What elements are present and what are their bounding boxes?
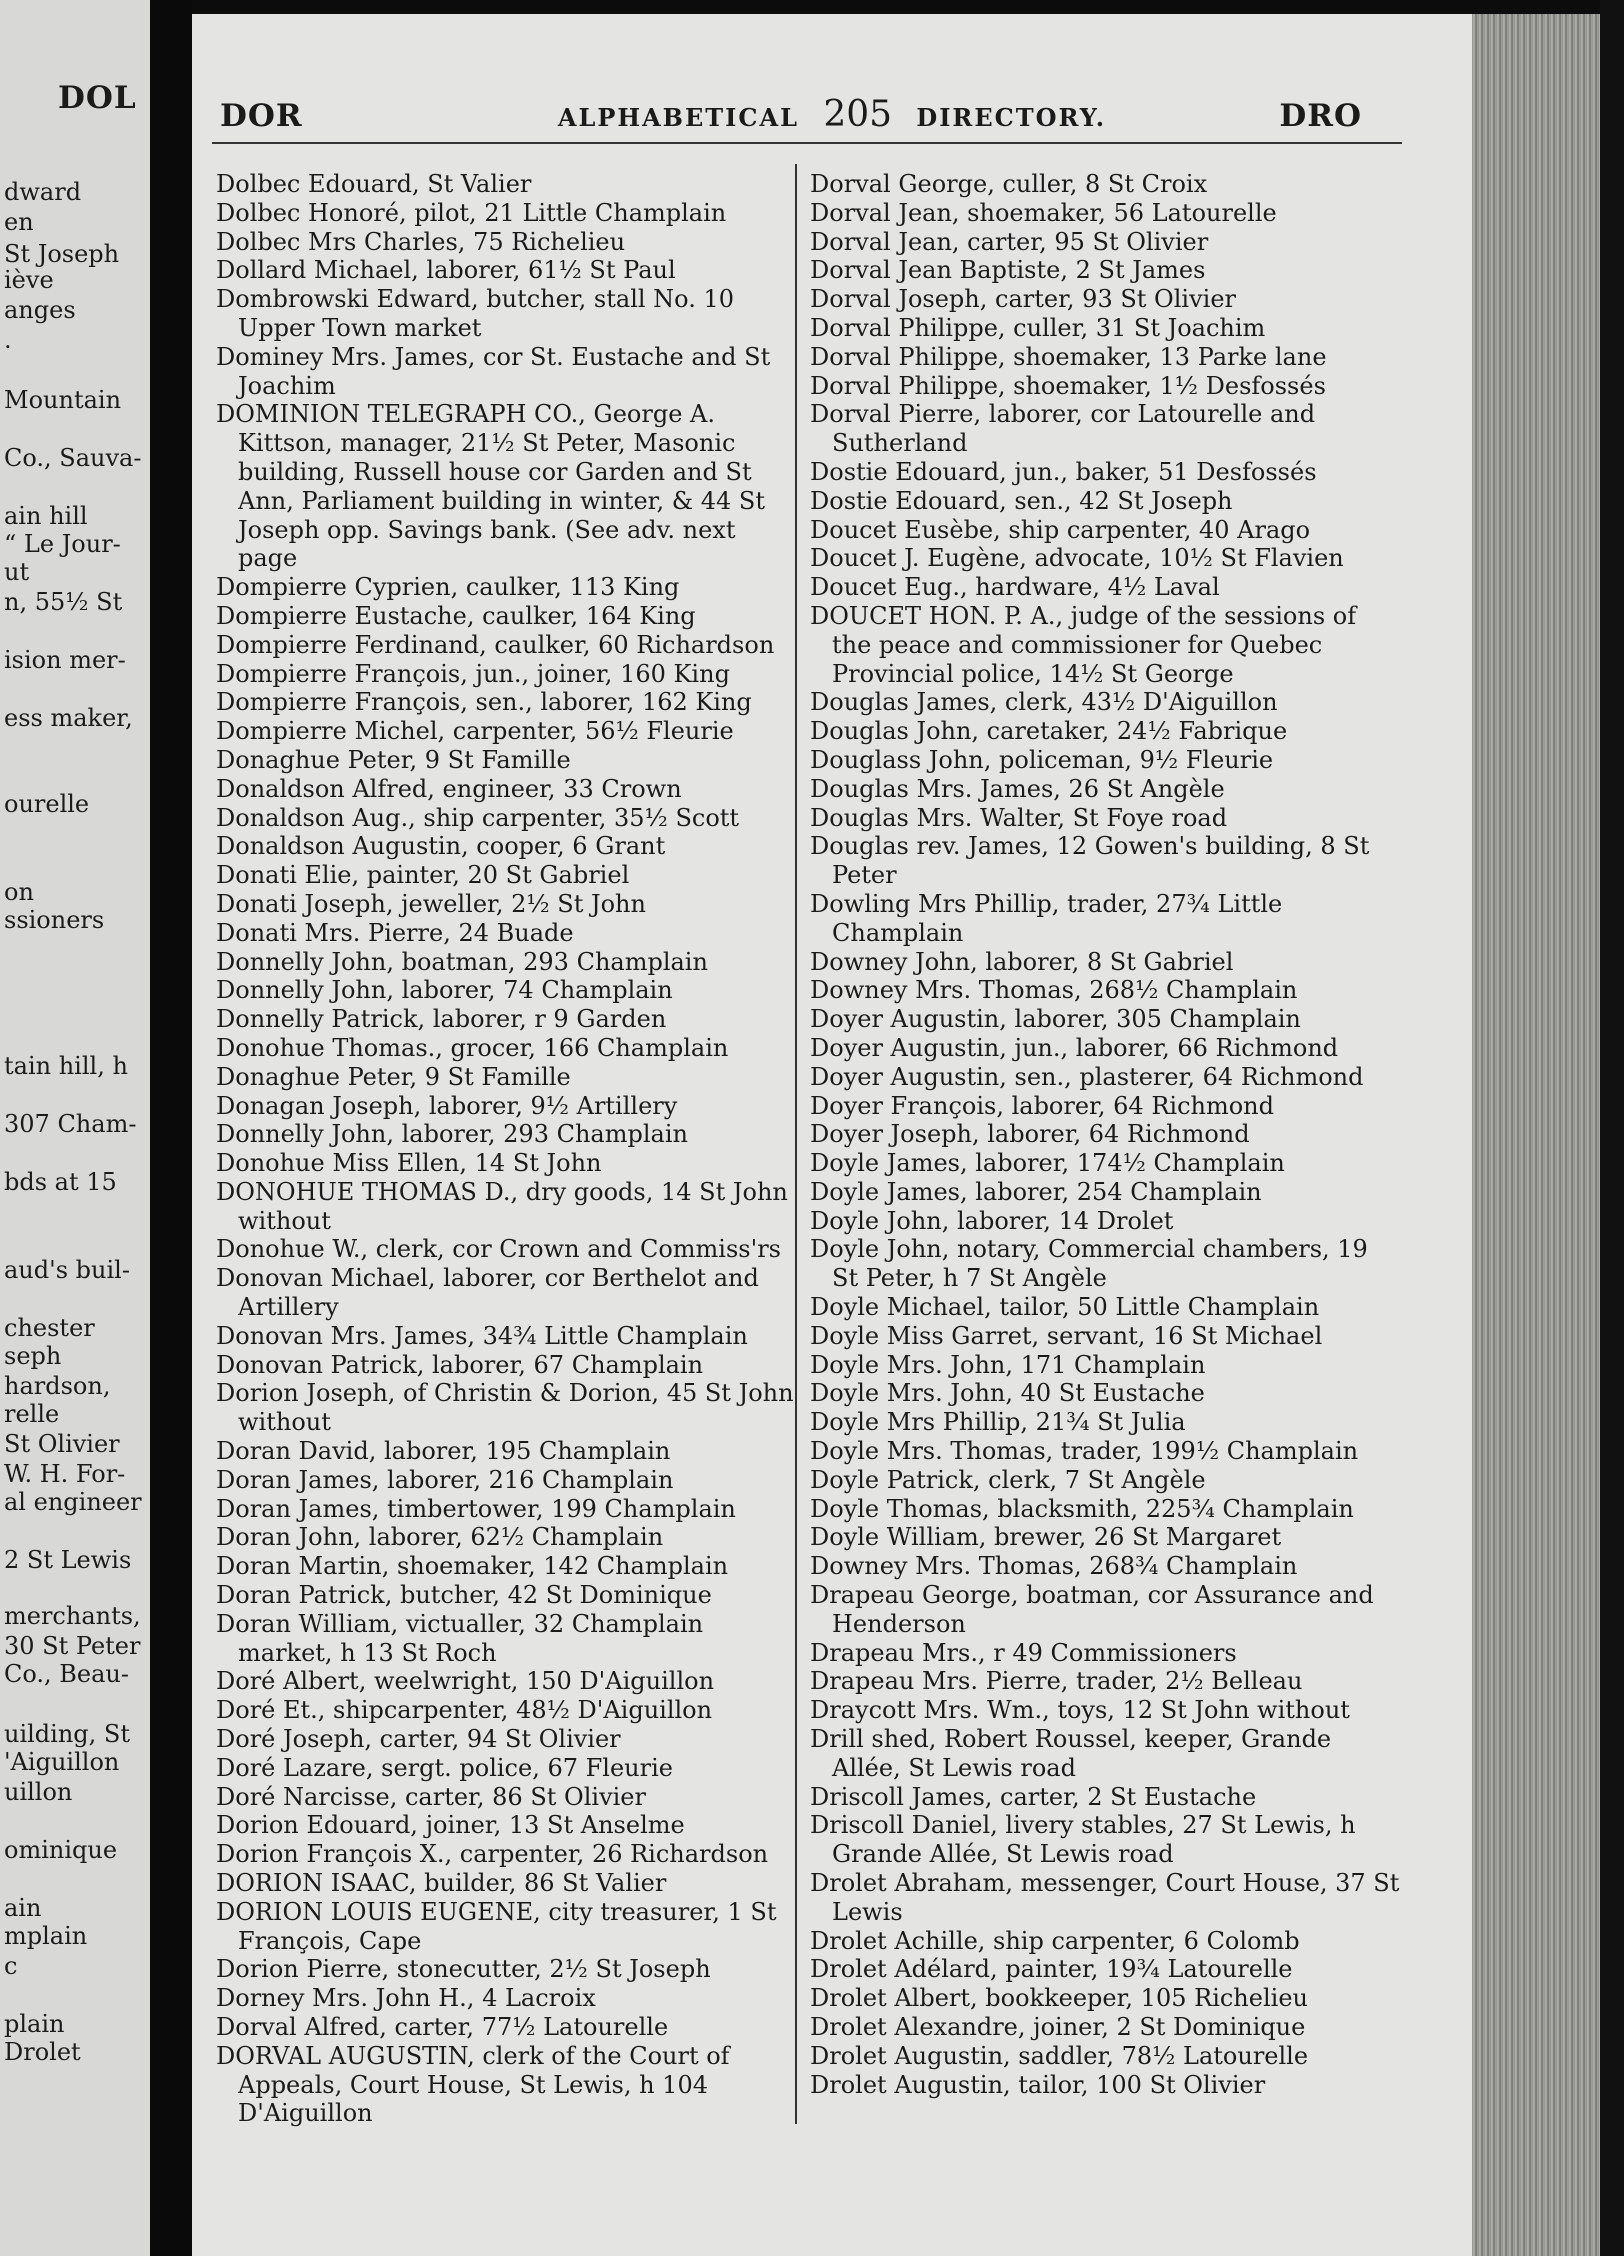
facing-page-line: merchants, — [4, 1602, 141, 1630]
directory-entry: Donaldson Alfred, engineer, 33 Crown — [216, 774, 682, 803]
directory-entry: Dompierre Michel, carpenter, 56½ Fleurie — [216, 717, 734, 746]
directory-entry: Douglas Mrs. Walter, St Foye road — [810, 803, 1228, 832]
directory-entry: Donovan Patrick, laborer, 67 Champlain — [216, 1350, 704, 1379]
directory-entry: DORION ISAAC, builder, 86 St Valier — [216, 1869, 667, 1898]
directory-entry: Drapeau Mrs. Pierre, trader, 2½ Belleau — [810, 1667, 1303, 1696]
facing-page-line: ision mer- — [4, 646, 126, 674]
directory-entry: Dorion Pierre, stonecutter, 2½ St Joseph — [216, 1955, 711, 1984]
facing-page-line: uilding, St — [4, 1720, 131, 1748]
directory-entry: Doyle Mrs. John, 171 Champlain — [810, 1350, 1206, 1379]
facing-page-line: dward — [4, 178, 82, 206]
directory-entry: Doré Lazare, sergt. police, 67 Fleurie — [216, 1753, 673, 1782]
header-title-right: DIRECTORY. — [916, 103, 1107, 132]
directory-entry: Doré Albert, weelwright, 150 D'Aiguillon — [216, 1667, 715, 1696]
directory-entry: DOMINION TELEGRAPH CO., George A. Kittson, manager, 21½ St Peter, Masonic building, Russell house cor Garden and St Ann, Parliament building in winter, & 44 St Joseph opp. Savings bank. (See adv. next page — [216, 400, 765, 573]
directory-entry: Doran Martin, shoemaker, 142 Champlain — [216, 1552, 729, 1581]
directory-entry: Doré Narcisse, carter, 86 St Olivier — [216, 1782, 646, 1811]
directory-entry: Doran John, laborer, 62½ Champlain — [216, 1523, 664, 1552]
directory-entry: Doyle Patrick, clerk, 7 St Angèle — [810, 1465, 1206, 1494]
header-left-guideword: DOR — [220, 98, 303, 134]
facing-page-line: Co., Sauva- — [4, 444, 142, 472]
directory-entry: Drolet Adélard, painter, 19¾ Latourelle — [810, 1955, 1293, 1984]
directory-entry: Donohue Miss Ellen, 14 St John — [216, 1149, 602, 1178]
directory-entry: Doyer Augustin, laborer, 305 Champlain — [810, 1005, 1301, 1034]
page-number: 205 — [823, 94, 893, 135]
directory-entry: Donohue Thomas., grocer, 166 Champlain — [216, 1033, 729, 1062]
directory-entry: Dorion François X., carpenter, 26 Richardson — [216, 1840, 769, 1869]
directory-entry: Doyer Augustin, jun., laborer, 66 Richmond — [810, 1033, 1339, 1062]
directory-entry: Dolbec Mrs Charles, 75 Richelieu — [216, 227, 626, 256]
directory-entry: Doyle Miss Garret, servant, 16 St Michael — [810, 1321, 1323, 1350]
facing-page-line: Mountain — [4, 386, 122, 414]
directory-entry: Doyle William, brewer, 26 St Margaret — [810, 1523, 1282, 1552]
header-right-guideword: DRO — [1279, 98, 1362, 134]
directory-entry: Dompierre Ferdinand, caulker, 60 Richardson — [216, 630, 775, 659]
directory-entry: Dolbec Edouard, St Valier — [216, 170, 532, 198]
directory-entry: Dorval Joseph, carter, 93 St Olivier — [810, 285, 1236, 314]
directory-entry: Donohue W., clerk, cor Crown and Commiss'rs — [216, 1235, 781, 1264]
facing-page-line: 'Aiguillon — [4, 1748, 120, 1776]
directory-entry: Douglas rev. James, 12 Gowen's building, 8 St Peter — [810, 832, 1370, 890]
book-gutter — [150, 0, 192, 2256]
facing-page-line: tain hill, h — [4, 1052, 128, 1080]
directory-entry: Drolet Augustin, tailor, 100 St Olivier — [810, 2070, 1266, 2099]
directory-entry: DOUCET HON. P. A., judge of the sessions of the peace and commissioner for Quebec Provincial police, 14½ St George — [810, 601, 1357, 688]
facing-page-line: Co., Beau- — [4, 1660, 129, 1688]
directory-entry: Dorval Philippe, shoemaker, 13 Parke lane — [810, 342, 1327, 371]
directory-entry: Donnelly Patrick, laborer, r 9 Garden — [216, 1005, 667, 1034]
directory-entry: Donaldson Aug., ship carpenter, 35½ Scott — [216, 803, 740, 832]
directory-entry: Dollard Michael, laborer, 61½ St Paul — [216, 256, 676, 285]
facing-page-line: hardson, — [4, 1372, 111, 1400]
directory-entry: Donaghue Peter, 9 St Famille — [216, 1062, 571, 1091]
facing-page-line: 307 Cham- — [4, 1110, 137, 1138]
facing-page-line: Drolet — [4, 2038, 81, 2066]
directory-entry: Doyle Mrs. Thomas, trader, 199½ Champlain — [810, 1437, 1359, 1466]
facing-page-line: W. H. For- — [4, 1460, 126, 1488]
directory-entry: Dombrowski Edward, butcher, stall No. 10 Upper Town market — [216, 285, 735, 342]
directory-entry: Doucet Eug., hardware, 4½ Laval — [810, 573, 1220, 602]
directory-entry: Dorney Mrs. John H., 4 Lacroix — [216, 1984, 596, 2013]
directory-entry: Doyer Joseph, laborer, 64 Richmond — [810, 1120, 1250, 1149]
facing-page-line: ominique — [4, 1836, 118, 1864]
directory-entry: Dompierre Cyprien, caulker, 113 King — [216, 573, 680, 602]
header-rule — [212, 142, 1402, 144]
directory-entry: Doyle Mrs. John, 40 St Eustache — [810, 1379, 1205, 1408]
facing-page-line: uillon — [4, 1778, 73, 1806]
directory-entry: Dorval George, culler, 8 St Croix — [810, 170, 1208, 198]
directory-entry: Downey John, laborer, 8 St Gabriel — [810, 947, 1234, 976]
directory-entry: Donagan Joseph, laborer, 9½ Artillery — [216, 1091, 678, 1120]
directory-entry: Doyle John, laborer, 14 Drolet — [810, 1206, 1174, 1235]
facing-page-line: 30 St Peter — [4, 1632, 141, 1660]
facing-page-line: c — [4, 1952, 18, 1980]
directory-entry: Drolet Alexandre, joiner, 2 St Dominique — [810, 2013, 1306, 2041]
facing-page-line: iève — [4, 266, 54, 294]
directory-page — [192, 14, 1472, 2256]
directory-entry: Doyle James, laborer, 174½ Champlain — [810, 1149, 1285, 1178]
directory-column-right — [810, 170, 1400, 2099]
facing-page-line: relle — [4, 1400, 60, 1428]
facing-page-line: chester — [4, 1314, 95, 1342]
directory-entry: Doran David, laborer, 195 Champlain — [216, 1437, 671, 1466]
facing-page-line: ssioners — [4, 906, 105, 934]
directory-entry: Drolet Abraham, messenger, Court House, 37 St Lewis — [810, 1869, 1400, 1926]
directory-entry: Donati Joseph, jeweller, 2½ St John — [216, 889, 646, 918]
directory-column-left — [216, 170, 798, 2128]
facing-page-header: DOL — [58, 80, 137, 116]
facing-page-line: al engineer — [4, 1488, 142, 1516]
directory-entry: Douglass John, policeman, 9½ Fleurie — [810, 745, 1274, 774]
directory-entry: Downey Mrs. Thomas, 268½ Champlain — [810, 976, 1298, 1005]
facing-page-line: bds at 15 — [4, 1168, 117, 1196]
directory-entry: Driscoll James, carter, 2 St Eustache — [810, 1782, 1257, 1811]
directory-entry: Drill shed, Robert Roussel, keeper, Grande Allée, St Lewis road — [810, 1725, 1332, 1782]
facing-page-line: ess maker, — [4, 704, 133, 732]
directory-entry: Drolet Augustin, saddler, 78½ Latourelle — [810, 2041, 1309, 2070]
facing-page-line: en — [4, 208, 34, 236]
directory-entry: Dorion Joseph, of Christin & Dorion, 45 St John without — [216, 1379, 794, 1437]
directory-entry: Doyer François, laborer, 64 Richmond — [810, 1091, 1274, 1120]
directory-entry: Doran James, laborer, 216 Champlain — [216, 1465, 674, 1494]
directory-entry: Dorval Alfred, carter, 77½ Latourelle — [216, 2013, 669, 2041]
facing-page-line: n, 55½ St — [4, 588, 123, 616]
directory-entry: Doyle Michael, tailor, 50 Little Champlain — [810, 1293, 1320, 1322]
directory-entry: Donaldson Augustin, cooper, 6 Grant — [216, 832, 666, 861]
directory-entry: Donati Mrs. Pierre, 24 Buade — [216, 918, 574, 947]
facing-page-line: ain hill — [4, 502, 88, 530]
directory-entry: Donovan Mrs. James, 34¾ Little Champlain — [216, 1321, 748, 1350]
facing-page-line: St Joseph — [4, 240, 120, 268]
directory-entry: Donaghue Peter, 9 St Famille — [216, 745, 571, 774]
facing-page-line: 2 St Lewis — [4, 1546, 132, 1574]
directory-entry: Douglas Mrs. James, 26 St Angèle — [810, 774, 1225, 803]
directory-entry: Drolet Achille, ship carpenter, 6 Colomb — [810, 1926, 1300, 1955]
directory-entry: Doyle James, laborer, 254 Champlain — [810, 1177, 1262, 1206]
directory-entry: Drapeau George, boatman, cor Assurance and Henderson — [810, 1581, 1374, 1638]
directory-entry: Dorval Jean, carter, 95 St Olivier — [810, 227, 1209, 256]
directory-entry: Dostie Edouard, sen., 42 St Joseph — [810, 486, 1233, 515]
directory-entry: Dorval Pierre, laborer, cor Latourelle and Sutherland — [810, 400, 1316, 458]
directory-entry: Dompierre François, sen., laborer, 162 King — [216, 688, 752, 717]
directory-entry: Dowling Mrs Phillip, trader, 27¾ Little Champlain — [810, 889, 1283, 947]
facing-page-line: “ Le Jour- — [4, 530, 121, 558]
directory-entry: Doré Et., shipcarpenter, 48½ D'Aiguillon — [216, 1696, 713, 1725]
directory-entry: Dolbec Honoré, pilot, 21 Little Champlain — [216, 198, 727, 227]
directory-entry: Dorion Edouard, joiner, 13 St Anselme — [216, 1811, 685, 1840]
directory-entry: Doucet J. Eugène, advocate, 10½ St Flavien — [810, 544, 1344, 573]
directory-entry: DONOHUE THOMAS D., dry goods, 14 St John without — [216, 1177, 788, 1235]
directory-entry: Downey Mrs. Thomas, 268¾ Champlain — [810, 1552, 1298, 1581]
directory-entry: Dompierre Eustache, caulker, 164 King — [216, 601, 696, 630]
directory-entry: Doyer Augustin, sen., plasterer, 64 Richmond — [810, 1062, 1364, 1091]
directory-entry: Doran William, victualler, 32 Champlain market, h 13 St Roch — [216, 1609, 704, 1667]
facing-page-line: anges — [4, 296, 76, 324]
directory-entry: Donovan Michael, laborer, cor Berthelot and Artillery — [216, 1264, 759, 1322]
directory-entry: Driscoll Daniel, livery stables, 27 St Lewis, h Grande Allée, St Lewis road — [810, 1811, 1356, 1869]
directory-entry: Doré Joseph, carter, 94 St Olivier — [216, 1725, 621, 1754]
directory-entry: Dorval Jean, shoemaker, 56 Latourelle — [810, 198, 1277, 227]
facing-page-line: on — [4, 878, 34, 906]
directory-entry: Dorval Jean Baptiste, 2 St James — [810, 256, 1206, 285]
directory-entry: Dorval Philippe, shoemaker, 1½ Desfossés — [810, 371, 1326, 400]
directory-entry: Douglas John, caretaker, 24½ Fabrique — [810, 717, 1288, 746]
directory-entry: Doran James, timbertower, 199 Champlain — [216, 1494, 736, 1523]
facing-page-line: . — [4, 326, 12, 354]
directory-entry: Donnelly John, laborer, 74 Champlain — [216, 976, 673, 1005]
directory-entry: Douglas James, clerk, 43½ D'Aiguillon — [810, 688, 1278, 717]
directory-entry: Drolet Albert, bookkeeper, 105 Richelieu — [810, 1984, 1308, 2013]
directory-entry: Dompierre François, jun., joiner, 160 King — [216, 659, 730, 688]
directory-entry: Dostie Edouard, jun., baker, 51 Desfossés — [810, 457, 1317, 486]
directory-entry: Doyle Thomas, blacksmith, 225¾ Champlain — [810, 1494, 1354, 1523]
directory-entry: DORVAL AUGUSTIN, clerk of the Court of Appeals, Court House, St Lewis, h 104 D'Aiguillon — [216, 2041, 730, 2128]
directory-entry: Doyle John, notary, Commercial chambers, 19 St Peter, h 7 St Angèle — [810, 1235, 1368, 1293]
facing-page-line: ain — [4, 1894, 42, 1922]
directory-entry: Dorval Philippe, culler, 31 St Joachim — [810, 313, 1266, 342]
facing-page-line: mplain — [4, 1922, 88, 1950]
facing-page-line: ut — [4, 558, 30, 586]
header-title-left: ALPHABETICAL — [557, 103, 799, 132]
facing-page-fragment — [0, 0, 150, 2256]
facing-page-line: ourelle — [4, 790, 90, 818]
directory-entry: Drapeau Mrs., r 49 Commissioners — [810, 1638, 1237, 1667]
directory-entry: Doyle Mrs Phillip, 21¾ St Julia — [810, 1408, 1186, 1437]
directory-entry: DORION LOUIS EUGENE, city treasurer, 1 St François, Cape — [216, 1897, 777, 1955]
directory-entry: Doucet Eusèbe, ship carpenter, 40 Arago — [810, 515, 1311, 544]
directory-entry: Dominey Mrs. James, cor St. Eustache and St Joachim — [216, 342, 771, 400]
facing-page-line: St Olivier — [4, 1430, 120, 1458]
directory-entry: Donnelly John, boatman, 293 Champlain — [216, 947, 708, 976]
directory-entry: Donati Elie, painter, 20 St Gabriel — [216, 861, 630, 890]
facing-page-line: aud's buil- — [4, 1256, 130, 1284]
background-edge — [1600, 0, 1624, 2256]
directory-entry: Doran Patrick, butcher, 42 St Dominique — [216, 1581, 712, 1610]
directory-entry: Donnelly John, laborer, 293 Champlain — [216, 1120, 688, 1149]
directory-entry: Draycott Mrs. Wm., toys, 12 St John without — [810, 1696, 1350, 1725]
facing-page-line: seph — [4, 1342, 62, 1370]
facing-page-line: plain — [4, 2010, 65, 2038]
